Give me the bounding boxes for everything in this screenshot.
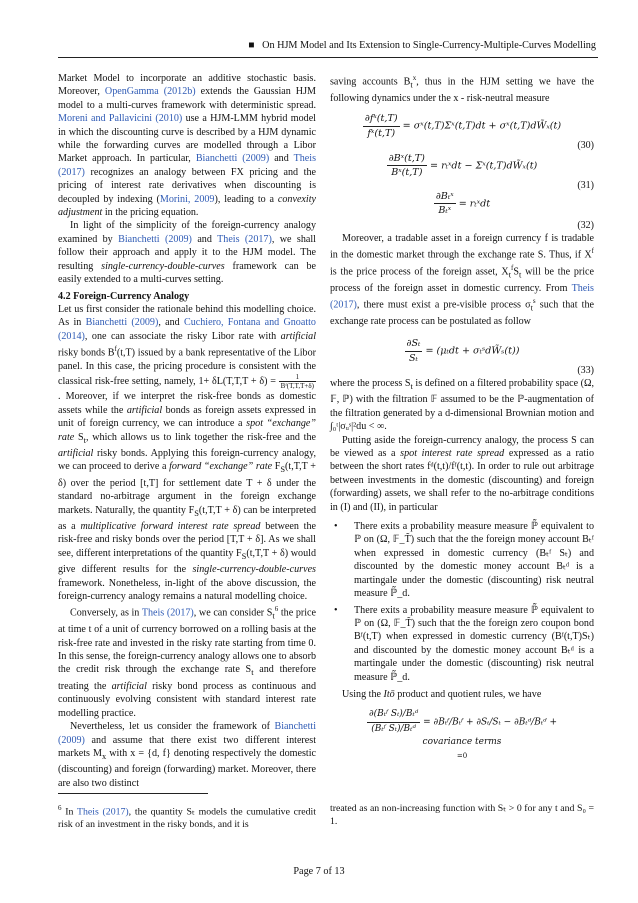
citation-link[interactable]: Bianchetti (2009)	[85, 317, 159, 329]
equation-32: $\frac{\text{∂Bₜˣ}}{\text{Bₜˣ}}$ = rₜˣdt (32)	[435, 190, 594, 231]
equation-number: (31)	[577, 180, 594, 191]
list-item: • There exits a probability measure measure ℙ̃ equivalent to ℙ on (Ω, 𝔽_T̃) such that the the foreign money account Bₜᶠ when expressed in domestic currency (Bₜᶠ Sₜ) and discounted by the domestic money account Bₜᵈ is a martingale under the domestic (discounting) risk neutral measure ℙ̃_d.	[334, 521, 594, 600]
bullet-icon: •	[334, 604, 338, 616]
footnote-continuation: treated as an non-increasing function with Sₜ > 0 for any t and S₀ = 1.	[330, 803, 594, 827]
right-paragraph-2: Moreover, a tradable asset in a foreign currency f is tradable in the domestic market through the exchange rate S. Thus, if $X^f$ is the price process of the foreign asset, $X_t^fS_t$ will be the price process of the foreign asset in domestic currency. From Theis (2017), there must exist a pre-visible process $\sigma_t^s$ such that the exchange rate process can be postulated as follow	[330, 232, 594, 327]
citation-link[interactable]: Bianchetti (2009)	[195, 153, 270, 165]
left-paragraph-4: Conversely, as in Theis (2017), we can consider $S_t^6$ the price at time t of a unit of currency borrowed on a rolling basis at the risk-free rate and invested in the risky rate starting from time 0. In this sense, the foreign-currency analogy allows one to absorb the credit risk through the exchange rate $S_t$ and therefore treating the artificial risky bond process as continuous and continuously evolving consistent with standard interest rate modelling practice.	[58, 605, 317, 719]
running-header	[0, 40, 596, 51]
footnote-marker: 6	[274, 605, 279, 614]
citation-link[interactable]: OpenGamma (2012b)	[104, 86, 196, 98]
right-paragraph-1: saving accounts $B_t^x$, thus in the HJM setting we have the following dynamics under the x - risk-neutral measure	[330, 74, 594, 104]
section-heading: 4.2 Foreign-Currency Analogy	[58, 290, 190, 302]
right-column	[330, 72, 594, 766]
citation-link[interactable]: Theis (2017)	[141, 607, 194, 619]
bullet-icon: •	[334, 521, 338, 533]
header-title: On HJM Model and Its Extension to Single-Currency-Multiple-Curves Modelling	[262, 40, 596, 51]
left-paragraph-3: Let us first consider the rationale behind this modelling choice. As in Bianchetti (2009), and Cuchiero, Fontana and Gnoatto (2014), one can associate the risky Libor rate with artificial risky bonds $B^f(t,T)$ issued by a bank representative of the Libor panel. In this case, the pricing procedure is consistent with the classical risk-free setting, namely, 1+ δL(T,T,T + δ) = $\frac{1}{\text{Bᶠ(T,T,T+δ)}}$ . Moreover, if we interpret the risk-free bonds as domestic assets while the artificial bonds as foreign assets expressed in unit of foreign currency, we can introduce a spot “exchange” rate $S_t$, which allows us to link together the risk-free and the artificial risky bonds. Applying this foreign-currency analogy, we can proceed to derive a forward “exchange” rate $F_S(t,T,T + \delta)$ over the period [t,T] for settlement date T + δ under the standard no-arbitrage argument in the foreign exchange markets. Naturally, the quantity $F_S(t,T,T + \delta)$ can be interpreted as a multiplicative forward interest rate spread between the risk-free and risky bonds over the period [T,T + δ]. As we shall see, different interpretations of the quantity $F_S(t,T,T + \delta)$ would give different results for the single-currency-double-curves framework. Nonetheless, in-light of the above discussion, the foreign-currency analogy remains a natural modelling choice.	[58, 303, 317, 603]
citation-link[interactable]: Theis (2017)	[330, 282, 594, 311]
equation-number: (30)	[577, 140, 594, 152]
inline-fraction: $\frac{1}{\text{Bᶠ(T,T,T+δ)}}$	[280, 373, 314, 391]
left-paragraph-2: In light of the simplicity of the foreign-currency analogy examined by Bianchetti (2009) and Theis (2017), we shall follow their approach and apply it to the HJM model. The resulting single-currency-double-curves framework can be easily extended to a multi-curves setting.	[58, 220, 316, 286]
left-paragraph-1: Market Model to incorporate an additive stochastic basis. Moreover, OpenGamma (2012b) extends the Gaussian HJM model to a multi-curves framework with deterministic spread. Moreni and Pallavicini (2010) use a HJM-LMM hybrid model in which the discounting curve is described by a HJM dynamic while the forwarding curves are modelled through a Libor Market approach. In particular, Bianchetti (2009) and Theis (2017) recognizes an analogy between FX pricing and the pricing of interest rate derivatives when discounting is decoupled by indexing (Morini, 2009), leading to a convexity adjustment in the pricing equation.	[58, 73, 317, 219]
equation-number: (33)	[577, 365, 594, 377]
header-bullet: ■	[248, 40, 255, 51]
page-number: Page 7 of 13	[293, 866, 345, 877]
citation-link[interactable]: Theis (2017)	[217, 233, 272, 245]
header-rule	[58, 57, 598, 58]
equation-number: (32)	[577, 219, 594, 231]
citation-link[interactable]: Cuchiero, Fontana and Gnoatto (2014)	[58, 317, 316, 342]
equation-33: $\frac{\text{∂Sₜ}}{\text{Sₜ}}$ = (μₜdt + σₜˢdW̃ₛ(t)) (33)	[406, 338, 594, 377]
equation-30: $\frac{\text{∂fˣ(t,T)}}{\text{fˣ(t,T)}}$ = σˣ(t,T)Σˣ(t,T)dt + σˣ(t,T)dW̃ₓ(t) (30)	[364, 113, 594, 152]
right-paragraph-4: Putting aside the foreign-currency analogy, the process S can be viewed as a spot interest rate spread expressed as a ratio between the short rates fᵈ(t,t)/fᶠ(t,t). In order to rule out arbitrage between investments in the domestic (discounting) and foreign (forwarding) assets, we shall refer to the no-arbitrage conditions in (I) and (II), in particular	[330, 434, 594, 513]
left-paragraph-5: Nevertheless, let us consider the framework of Bianchetti (2009) and assume that there exist two different interest markets $M_x$ with x = {d, f} denoting respectively the domestic (discounting) and foreign (forwarding) market. Moreover, there are also two distinct	[58, 721, 316, 789]
citation-link[interactable]: Moreni and Pallavicini (2010)	[58, 113, 183, 125]
footnote-rule	[58, 793, 208, 794]
equation-34: $\frac{\text{∂(Bₜᶠ Sₜ)/Bₜᵈ}}{\text{(Bₜᶠ Sₜ)/Bₜᵈ}}$ = ∂Bₜᶠ/Bₜᶠ + ∂Sₜ/Sₜ − ∂Bₜᵈ/Bₜᵈ + covariance terms =0	[368, 709, 558, 760]
footnote: $^6$ In Theis (2017), the quantity Sₜ models the cumulative credit risk of an investment in the risky bonds, and it is	[58, 804, 316, 831]
citation-link[interactable]: Bianchetti (2009)	[118, 233, 192, 245]
list-item: • There exits a probability measure measure ℙ̃ equivalent to ℙ on (Ω, 𝔽_T̃) such that the the foreign zero coupon bond Bᶠ(t,T) when expressed in domestic currency (Bᶠ(t,T)Sₜ) and discounted by the domestic money account Bₜᵈ is a martingale under the domestic (discounting) risk neutral measure ℙ̃_d.	[334, 604, 594, 683]
right-paragraph-3: where the process $S_t$ is defined on a filtered probability space (Ω, 𝔽, ℙ) with the filtration 𝔽 assumed to be the ℙ-augmentation of the filtration generated by a d-dimensional Brownian motion and ∫₀ᵗ|σᵤˢ|²du < ∞.	[330, 377, 594, 433]
citation-link[interactable]: Theis (2017)	[77, 806, 129, 818]
citation-link[interactable]: Morini, 2009	[159, 193, 215, 205]
equation-31: $\frac{\text{∂Bˣ(t,T)}}{\text{Bˣ(t,T)}}$ = rₜˣdt − Σˣ(t,T)dW̃ₓ(t) (31)	[388, 153, 594, 191]
citation-link[interactable]: Theis (2017)	[58, 153, 317, 178]
condition-list	[330, 520, 594, 684]
right-paragraph-5: Using the Itō product and quotient rules, we have	[342, 688, 542, 700]
citation-link[interactable]: Bianchetti (2009)	[58, 721, 316, 746]
left-column	[58, 72, 316, 790]
